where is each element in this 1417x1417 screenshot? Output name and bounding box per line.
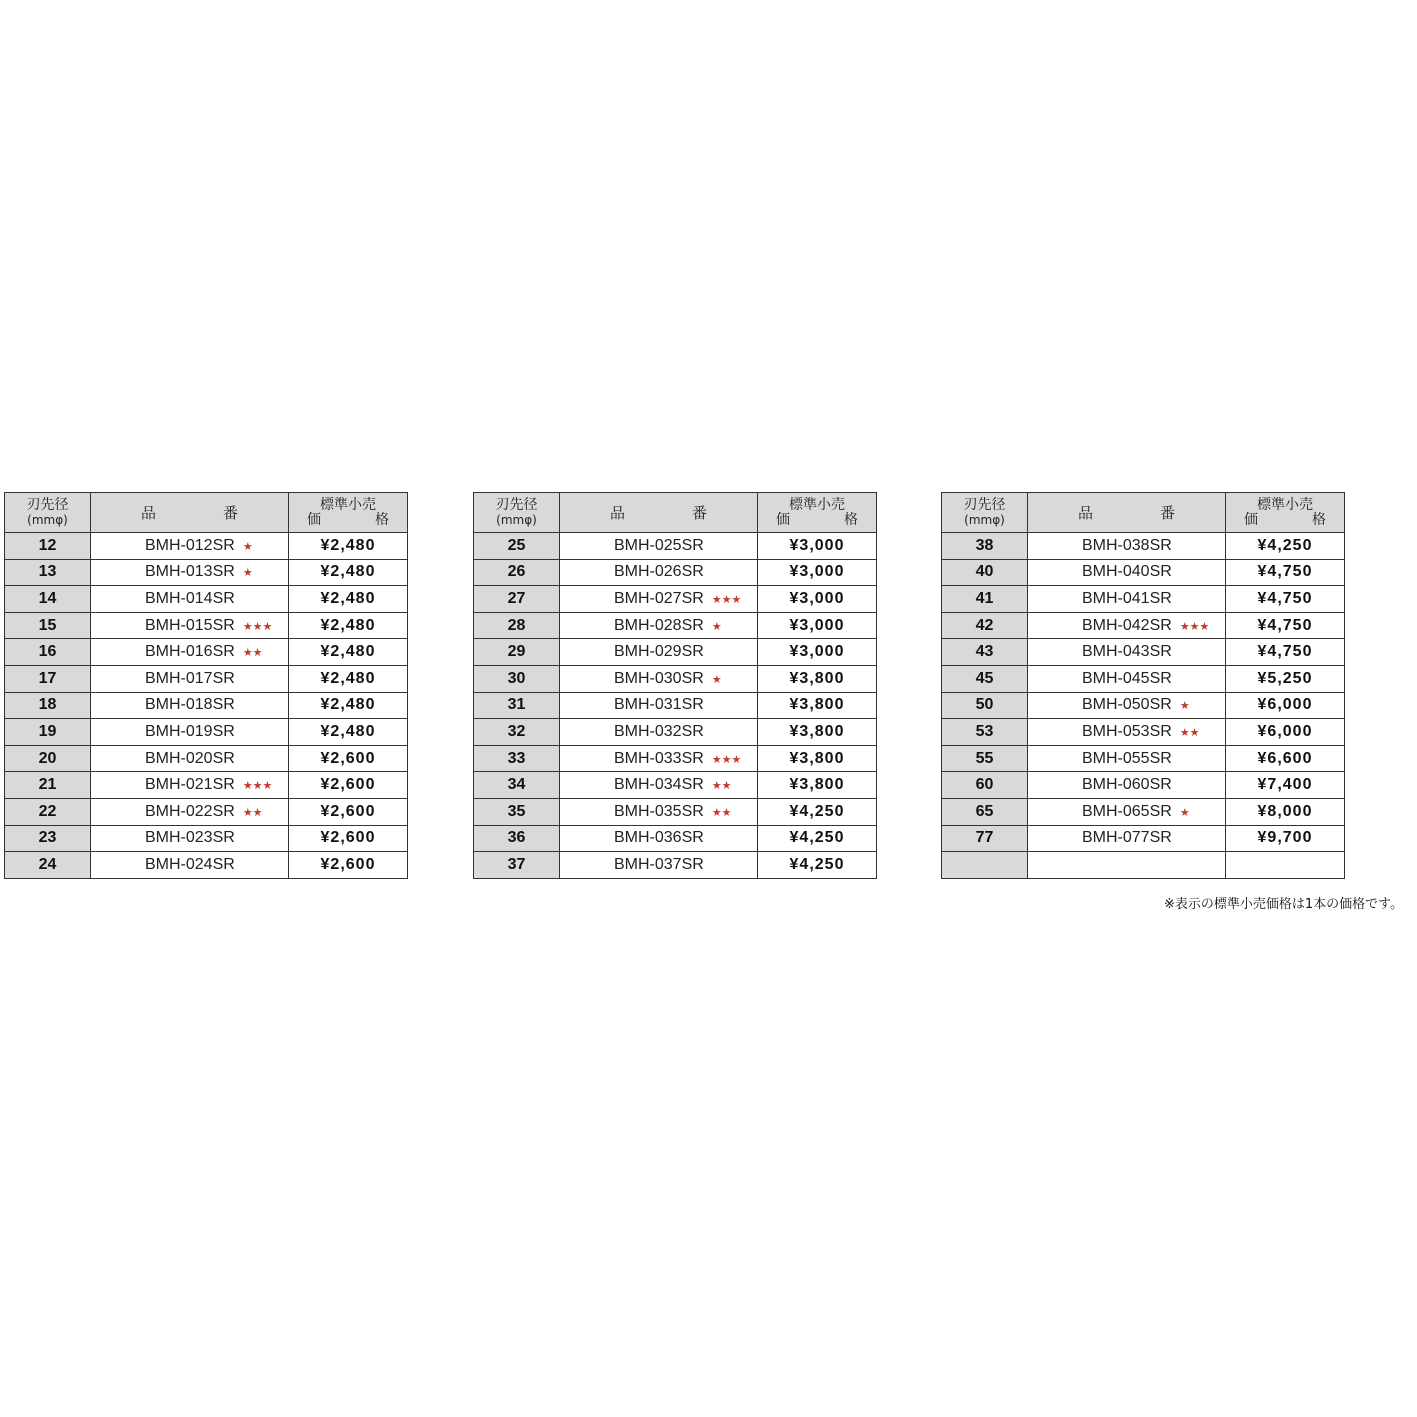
part-number-cell — [91, 559, 289, 586]
part-number-header: 品 番 — [91, 493, 289, 533]
diameter-cell: 20 — [5, 745, 91, 772]
part-number-header: 品 番 — [560, 493, 758, 533]
part-number-text: BMH-055SR — [1082, 749, 1172, 767]
price-cell: ¥2,480 — [289, 533, 408, 560]
part-number-cell — [1028, 798, 1226, 825]
diameter-cell: 40 — [942, 559, 1028, 586]
table-row — [942, 719, 1345, 746]
part-number-cell — [560, 772, 758, 799]
part-number-text: BMH-017SR — [145, 669, 235, 687]
diameter-cell: 19 — [5, 719, 91, 746]
part-number-cell — [91, 745, 289, 772]
part-number-text: BMH-020SR — [145, 749, 235, 767]
part-number-cell — [560, 798, 758, 825]
part-number-cell — [1028, 586, 1226, 613]
part-number-text: BMH-033SR — [614, 749, 704, 767]
table-row — [474, 719, 877, 746]
table-row — [5, 745, 408, 772]
price-table-1 — [4, 492, 408, 879]
price-cell: ¥3,800 — [758, 719, 877, 746]
diameter-cell: 21 — [5, 772, 91, 799]
part-number-text: BMH-018SR — [145, 696, 235, 714]
part-number-text: BMH-021SR — [145, 776, 235, 794]
price-header: 標準小売 価 格 — [289, 493, 408, 533]
diameter-cell: 33 — [474, 745, 560, 772]
price-cell: ¥4,750 — [1226, 612, 1345, 639]
part-number-text: BMH-029SR — [614, 643, 704, 661]
price-cell: ¥3,800 — [758, 692, 877, 719]
price-cell: ¥2,480 — [289, 639, 408, 666]
table-row — [942, 559, 1345, 586]
diameter-cell: 60 — [942, 772, 1028, 799]
part-number-cell — [91, 825, 289, 852]
price-cell: ¥8,000 — [1226, 798, 1345, 825]
diameter-cell: 32 — [474, 719, 560, 746]
price-cell: ¥2,480 — [289, 692, 408, 719]
part-number-cell — [91, 719, 289, 746]
table-row — [5, 533, 408, 560]
table-row — [942, 825, 1345, 852]
part-number-text: BMH-014SR — [145, 589, 235, 607]
star-rating: ★★ — [711, 780, 732, 793]
price-cell: ¥9,700 — [1226, 825, 1345, 852]
price-cell: ¥2,600 — [289, 745, 408, 772]
table-row — [5, 798, 408, 825]
star-rating: ★ — [242, 540, 253, 553]
table-row — [942, 745, 1345, 772]
part-number-text: BMH-035SR — [614, 802, 704, 820]
price-cell — [1226, 852, 1345, 879]
part-number-cell — [560, 533, 758, 560]
price-cell: ¥7,400 — [1226, 772, 1345, 799]
table-row — [5, 665, 408, 692]
price-cell: ¥2,480 — [289, 586, 408, 613]
diameter-cell: 43 — [942, 639, 1028, 666]
part-number-cell — [1028, 852, 1226, 879]
diameter-cell: 30 — [474, 665, 560, 692]
diameter-cell: 77 — [942, 825, 1028, 852]
table-row — [474, 612, 877, 639]
part-number-cell — [1028, 639, 1226, 666]
part-number-cell — [91, 612, 289, 639]
star-rating: ★★ — [242, 806, 263, 819]
price-cell: ¥4,250 — [758, 852, 877, 879]
part-number-cell — [91, 852, 289, 879]
price-table-2 — [473, 492, 877, 879]
table-row — [5, 559, 408, 586]
price-cell: ¥2,600 — [289, 825, 408, 852]
part-number-cell — [1028, 772, 1226, 799]
part-number-cell — [91, 665, 289, 692]
part-number-cell — [560, 692, 758, 719]
part-number-cell — [1028, 692, 1226, 719]
star-rating: ★★★ — [711, 593, 742, 606]
table-row — [942, 665, 1345, 692]
part-number-cell — [560, 559, 758, 586]
star-rating: ★★★ — [1179, 620, 1210, 633]
part-number-cell — [560, 665, 758, 692]
part-number-cell — [560, 745, 758, 772]
price-cell: ¥4,750 — [1226, 559, 1345, 586]
part-number-text: BMH-028SR — [614, 616, 704, 634]
diameter-cell: 42 — [942, 612, 1028, 639]
part-number-text: BMH-077SR — [1082, 829, 1172, 847]
part-number-cell — [560, 639, 758, 666]
price-cell: ¥2,480 — [289, 665, 408, 692]
part-number-cell — [1028, 745, 1226, 772]
diameter-cell: 23 — [5, 825, 91, 852]
part-number-cell — [1028, 533, 1226, 560]
diameter-cell: 41 — [942, 586, 1028, 613]
diameter-cell: 27 — [474, 586, 560, 613]
diameter-cell: 35 — [474, 798, 560, 825]
diameter-header: 刃先径 (mmφ) — [474, 493, 560, 533]
part-number-text: BMH-024SR — [145, 855, 235, 873]
part-number-text: BMH-041SR — [1082, 589, 1172, 607]
star-rating: ★ — [242, 567, 253, 580]
price-cell: ¥3,000 — [758, 639, 877, 666]
diameter-cell: 65 — [942, 798, 1028, 825]
part-number-cell — [91, 533, 289, 560]
part-number-cell — [1028, 612, 1226, 639]
star-rating: ★★ — [1179, 726, 1200, 739]
table-row — [474, 533, 877, 560]
diameter-cell: 34 — [474, 772, 560, 799]
part-number-text: BMH-032SR — [614, 722, 704, 740]
price-cell: ¥3,800 — [758, 665, 877, 692]
part-number-cell — [91, 798, 289, 825]
table-row — [474, 586, 877, 613]
diameter-cell: 50 — [942, 692, 1028, 719]
price-cell: ¥2,480 — [289, 559, 408, 586]
diameter-cell: 13 — [5, 559, 91, 586]
part-number-text: BMH-040SR — [1082, 563, 1172, 581]
part-number-cell — [560, 852, 758, 879]
price-cell: ¥6,000 — [1226, 719, 1345, 746]
diameter-cell: 53 — [942, 719, 1028, 746]
part-number-cell — [91, 692, 289, 719]
part-number-cell — [1028, 719, 1226, 746]
table-row — [5, 852, 408, 879]
table-row — [474, 745, 877, 772]
diameter-cell — [942, 852, 1028, 879]
price-cell: ¥4,250 — [758, 825, 877, 852]
star-rating: ★★★ — [711, 753, 742, 766]
part-number-text: BMH-030SR — [614, 669, 704, 687]
price-footnote: ※表示の標準小売価格は1本の価格です。 — [1164, 897, 1404, 912]
price-header: 標準小売 価 格 — [758, 493, 877, 533]
part-number-text: BMH-034SR — [614, 776, 704, 794]
table-header-row — [942, 493, 1345, 533]
star-rating: ★★ — [711, 806, 732, 819]
diameter-cell: 15 — [5, 612, 91, 639]
table-row — [5, 692, 408, 719]
diameter-cell: 24 — [5, 852, 91, 879]
part-number-cell — [91, 586, 289, 613]
part-number-text: BMH-015SR — [145, 616, 235, 634]
part-number-text: BMH-019SR — [145, 722, 235, 740]
table-row — [942, 586, 1345, 613]
part-number-text: BMH-037SR — [614, 855, 704, 873]
diameter-cell: 26 — [474, 559, 560, 586]
price-cell: ¥4,750 — [1226, 639, 1345, 666]
diameter-header: 刃先径 (mmφ) — [942, 493, 1028, 533]
diameter-cell: 55 — [942, 745, 1028, 772]
diameter-cell: 29 — [474, 639, 560, 666]
part-number-text: BMH-016SR — [145, 643, 235, 661]
part-number-cell — [1028, 559, 1226, 586]
part-number-text: BMH-036SR — [614, 829, 704, 847]
part-number-cell — [1028, 825, 1226, 852]
star-rating: ★★★ — [242, 780, 273, 793]
table-row — [474, 772, 877, 799]
table-row — [942, 798, 1345, 825]
price-cell: ¥4,250 — [758, 798, 877, 825]
price-cell: ¥3,000 — [758, 559, 877, 586]
diameter-cell: 45 — [942, 665, 1028, 692]
table-row — [474, 798, 877, 825]
price-cell: ¥6,000 — [1226, 692, 1345, 719]
price-cell: ¥2,600 — [289, 852, 408, 879]
part-number-text: BMH-022SR — [145, 802, 235, 820]
price-header: 標準小売 価 格 — [1226, 493, 1345, 533]
price-cell: ¥3,000 — [758, 586, 877, 613]
diameter-cell: 31 — [474, 692, 560, 719]
star-rating: ★ — [711, 673, 722, 686]
part-number-header: 品 番 — [1028, 493, 1226, 533]
table-row — [942, 612, 1345, 639]
price-cell: ¥3,000 — [758, 533, 877, 560]
part-number-text: BMH-042SR — [1082, 616, 1172, 634]
part-number-text: BMH-065SR — [1082, 802, 1172, 820]
diameter-cell: 37 — [474, 852, 560, 879]
price-cell: ¥5,250 — [1226, 665, 1345, 692]
table-row — [942, 533, 1345, 560]
star-rating: ★ — [711, 620, 722, 633]
table-row — [474, 559, 877, 586]
part-number-text: BMH-050SR — [1082, 696, 1172, 714]
diameter-cell: 22 — [5, 798, 91, 825]
table-header-row — [5, 493, 408, 533]
diameter-cell: 17 — [5, 665, 91, 692]
table-row — [942, 692, 1345, 719]
table-row — [5, 612, 408, 639]
diameter-cell: 16 — [5, 639, 91, 666]
diameter-cell: 28 — [474, 612, 560, 639]
table-row — [474, 639, 877, 666]
part-number-text: BMH-023SR — [145, 829, 235, 847]
diameter-cell: 18 — [5, 692, 91, 719]
star-rating: ★ — [1179, 806, 1190, 819]
part-number-cell — [560, 586, 758, 613]
diameter-cell: 14 — [5, 586, 91, 613]
diameter-cell: 25 — [474, 533, 560, 560]
star-rating: ★★★ — [242, 620, 273, 633]
table-row — [5, 719, 408, 746]
price-cell: ¥3,800 — [758, 772, 877, 799]
star-rating: ★★ — [242, 647, 263, 660]
price-cell: ¥3,800 — [758, 745, 877, 772]
table-row — [474, 692, 877, 719]
part-number-cell — [560, 825, 758, 852]
table-row — [474, 825, 877, 852]
table-row — [5, 772, 408, 799]
diameter-cell: 38 — [942, 533, 1028, 560]
part-number-cell — [91, 639, 289, 666]
part-number-text: BMH-026SR — [614, 563, 704, 581]
table-row — [5, 825, 408, 852]
table-header-row — [474, 493, 877, 533]
part-number-text: BMH-013SR — [145, 563, 235, 581]
star-rating: ★ — [1179, 700, 1190, 713]
table-row — [942, 639, 1345, 666]
table-row — [5, 639, 408, 666]
price-table-3 — [941, 492, 1345, 879]
table-row — [942, 772, 1345, 799]
part-number-text: BMH-025SR — [614, 536, 704, 554]
part-number-cell — [560, 612, 758, 639]
part-number-cell — [560, 719, 758, 746]
table-row — [5, 586, 408, 613]
diameter-header: 刃先径 (mmφ) — [5, 493, 91, 533]
part-number-text: BMH-060SR — [1082, 776, 1172, 794]
price-cell: ¥2,600 — [289, 798, 408, 825]
part-number-text: BMH-045SR — [1082, 669, 1172, 687]
price-cell: ¥4,750 — [1226, 586, 1345, 613]
table-row — [474, 852, 877, 879]
part-number-text: BMH-012SR — [145, 536, 235, 554]
diameter-cell: 36 — [474, 825, 560, 852]
table-row — [474, 665, 877, 692]
price-cell: ¥3,000 — [758, 612, 877, 639]
part-number-text: BMH-053SR — [1082, 722, 1172, 740]
part-number-text: BMH-027SR — [614, 589, 704, 607]
price-cell: ¥2,600 — [289, 772, 408, 799]
price-cell: ¥4,250 — [1226, 533, 1345, 560]
part-number-text: BMH-031SR — [614, 696, 704, 714]
price-cell: ¥2,480 — [289, 719, 408, 746]
part-number-text: BMH-043SR — [1082, 643, 1172, 661]
part-number-cell — [91, 772, 289, 799]
part-number-text: BMH-038SR — [1082, 536, 1172, 554]
table-row — [942, 852, 1345, 879]
part-number-cell — [1028, 665, 1226, 692]
diameter-cell: 12 — [5, 533, 91, 560]
price-cell: ¥2,480 — [289, 612, 408, 639]
price-cell: ¥6,600 — [1226, 745, 1345, 772]
